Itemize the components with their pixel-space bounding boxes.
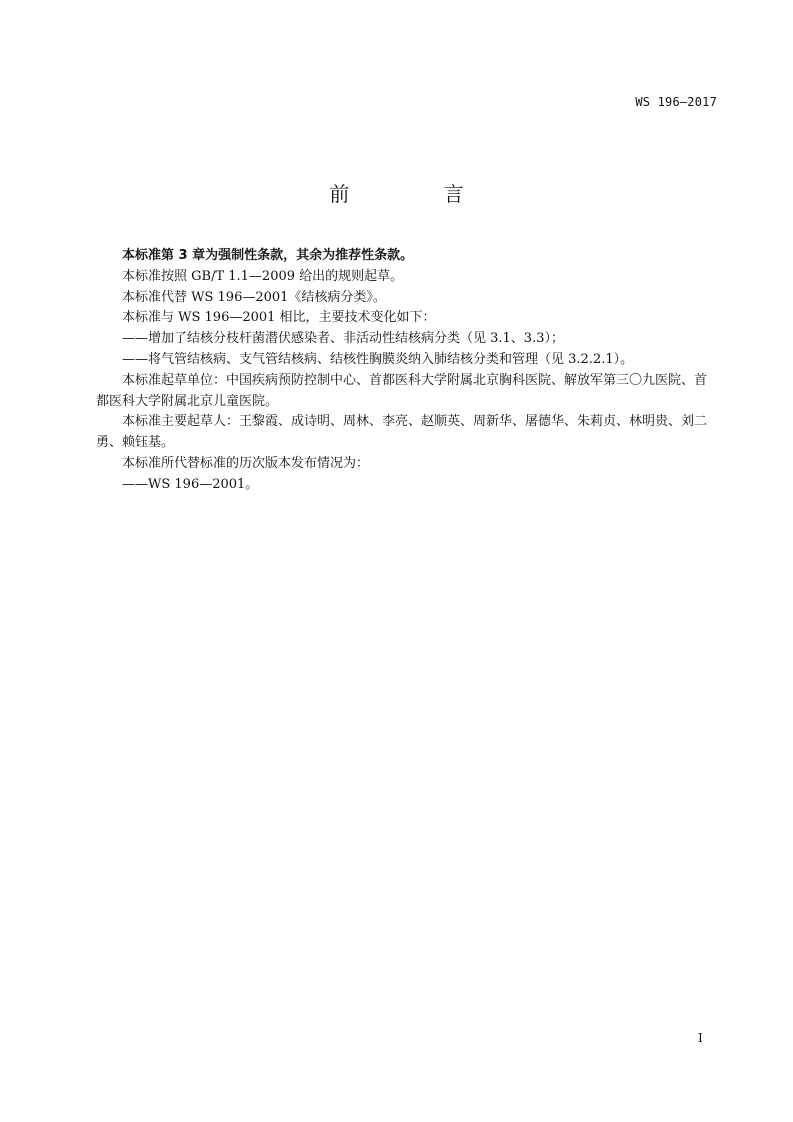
page-number: I	[698, 1031, 703, 1045]
paragraph-previous-editions-intro: 本标准所代替标准的历次版本发布情况为：	[122, 455, 370, 471]
paragraph-mandatory-clause: 本标准第 3 章为强制性条款，其余为推荐性条款。	[122, 248, 414, 263]
standard-code: WS 196—2017	[635, 95, 717, 109]
foreword-body	[96, 246, 711, 496]
paragraph-previous-edition-item: ——WS 196—2001。	[122, 476, 259, 492]
paragraph-replaces: 本标准代替 WS 196—2001《结核病分类》。	[122, 289, 386, 305]
paragraph-changes-intro: 本标准与 WS 196—2001 相比，主要技术变化如下：	[122, 310, 436, 326]
page-title: 前 言	[329, 182, 508, 206]
paragraph-drafting-rules: 本标准按照 GB/T 1.1—2009 给出的规则起草。	[122, 268, 404, 284]
paragraph-change-item-1: ——增加了结核分枝杆菌潜伏感染者、非活动性结核病分类（见 3.1、3.3）；	[122, 331, 564, 347]
paragraph-main-drafters: 本标准主要起草人：王黎霞、成诗明、周林、李亮、赵顺英、周新华、屠德华、朱莉贞、林明贵、刘二勇、赖钰基。	[96, 414, 708, 451]
paragraph-change-item-2: ——将气管结核病、支气管结核病、结核性胸膜炎纳入肺结核分类和管理（见 3.2.2.1）。	[122, 351, 634, 367]
paragraph-drafting-units: 本标准起草单位：中国疾病预防控制中心、首都医科大学附属北京胸科医院、解放军第三〇九医院、首都医科大学附属北京儿童医院。	[96, 372, 708, 409]
